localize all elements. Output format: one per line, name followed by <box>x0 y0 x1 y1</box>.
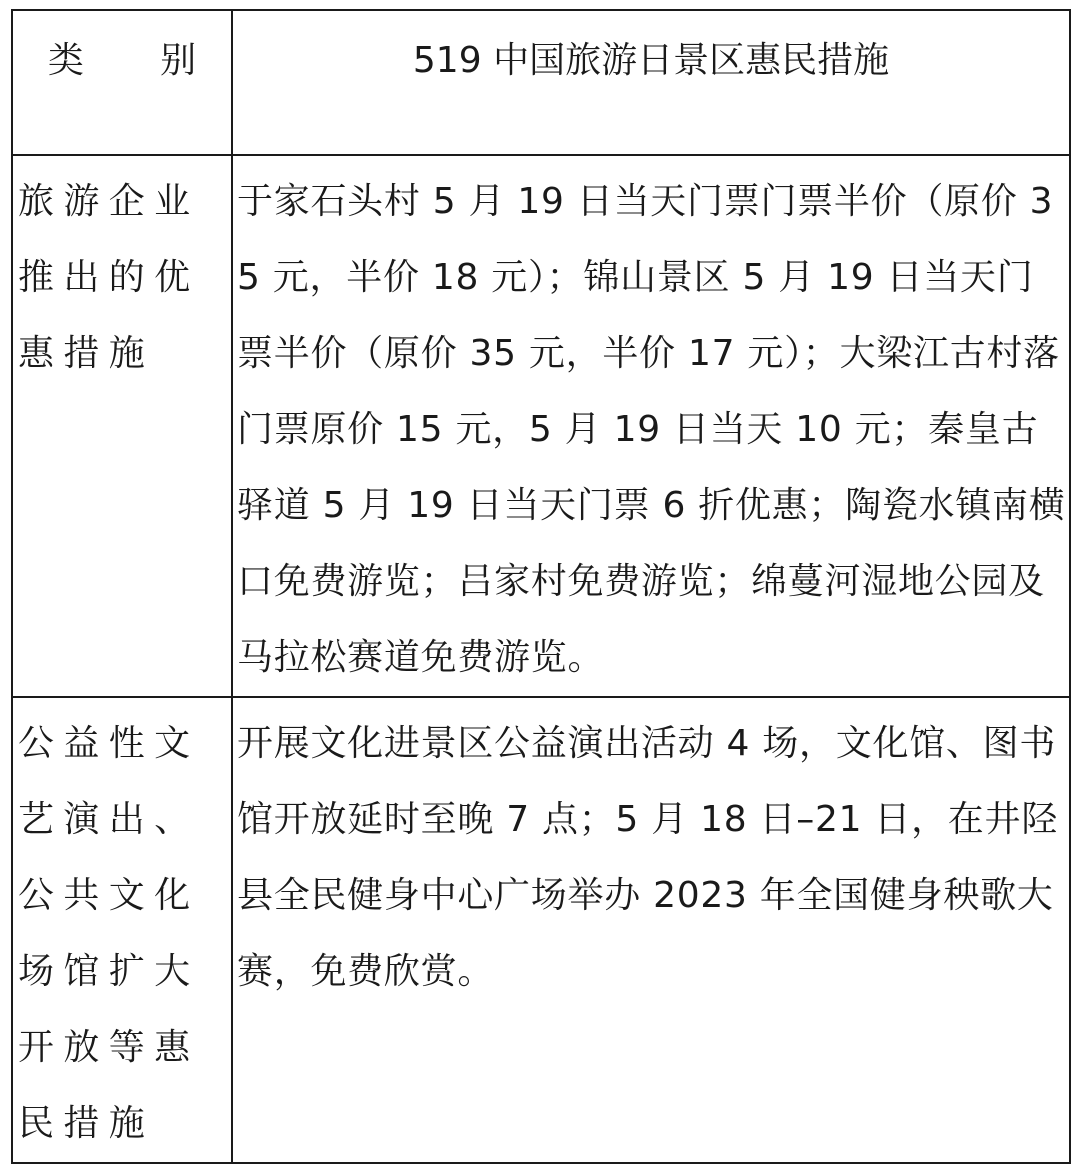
header-title-cell <box>232 10 1070 155</box>
row-content-cell: 于家石头村 5 月 19 日当天门票门票半价（原价 35 元，半价 18 元）；锦山景区 5 月 19 日当天门票半价（原价 35 元，半价 17 元）；大梁江古村落门票原价 15 元，5 月 19 日当天 10 元；秦皇古驿道 5 月 19 日当天门票 6 折优惠；陶瓷水镇南横口免费游览；吕家村免费游览；绵蔓河湿地公园及马拉松赛道免费游览。 <box>232 155 1070 697</box>
table-header-row <box>12 10 1070 155</box>
row-category-cell: 旅游企业推出的优惠措施 <box>12 155 232 697</box>
row-content-cell: 开展文化进景区公益演出活动 4 场，文化馆、图书馆开放延时至晚 7 点；5 月 18 日–21 日，在井陉县全民健身中心广场举办 2023 年全国健身秧歌大赛，免费欣赏。 <box>232 697 1070 1163</box>
header-title-label: 519 中国旅游日景区惠民措施 <box>412 40 890 81</box>
policy-table <box>11 9 1071 1164</box>
header-category-label: 类 别 <box>47 40 229 81</box>
table-row <box>12 697 1070 1163</box>
row-category-cell: 公益性文艺演出、公共文化场馆扩大开放等惠民措施 <box>12 697 232 1163</box>
header-category-cell <box>12 10 232 155</box>
table-row <box>12 155 1070 697</box>
